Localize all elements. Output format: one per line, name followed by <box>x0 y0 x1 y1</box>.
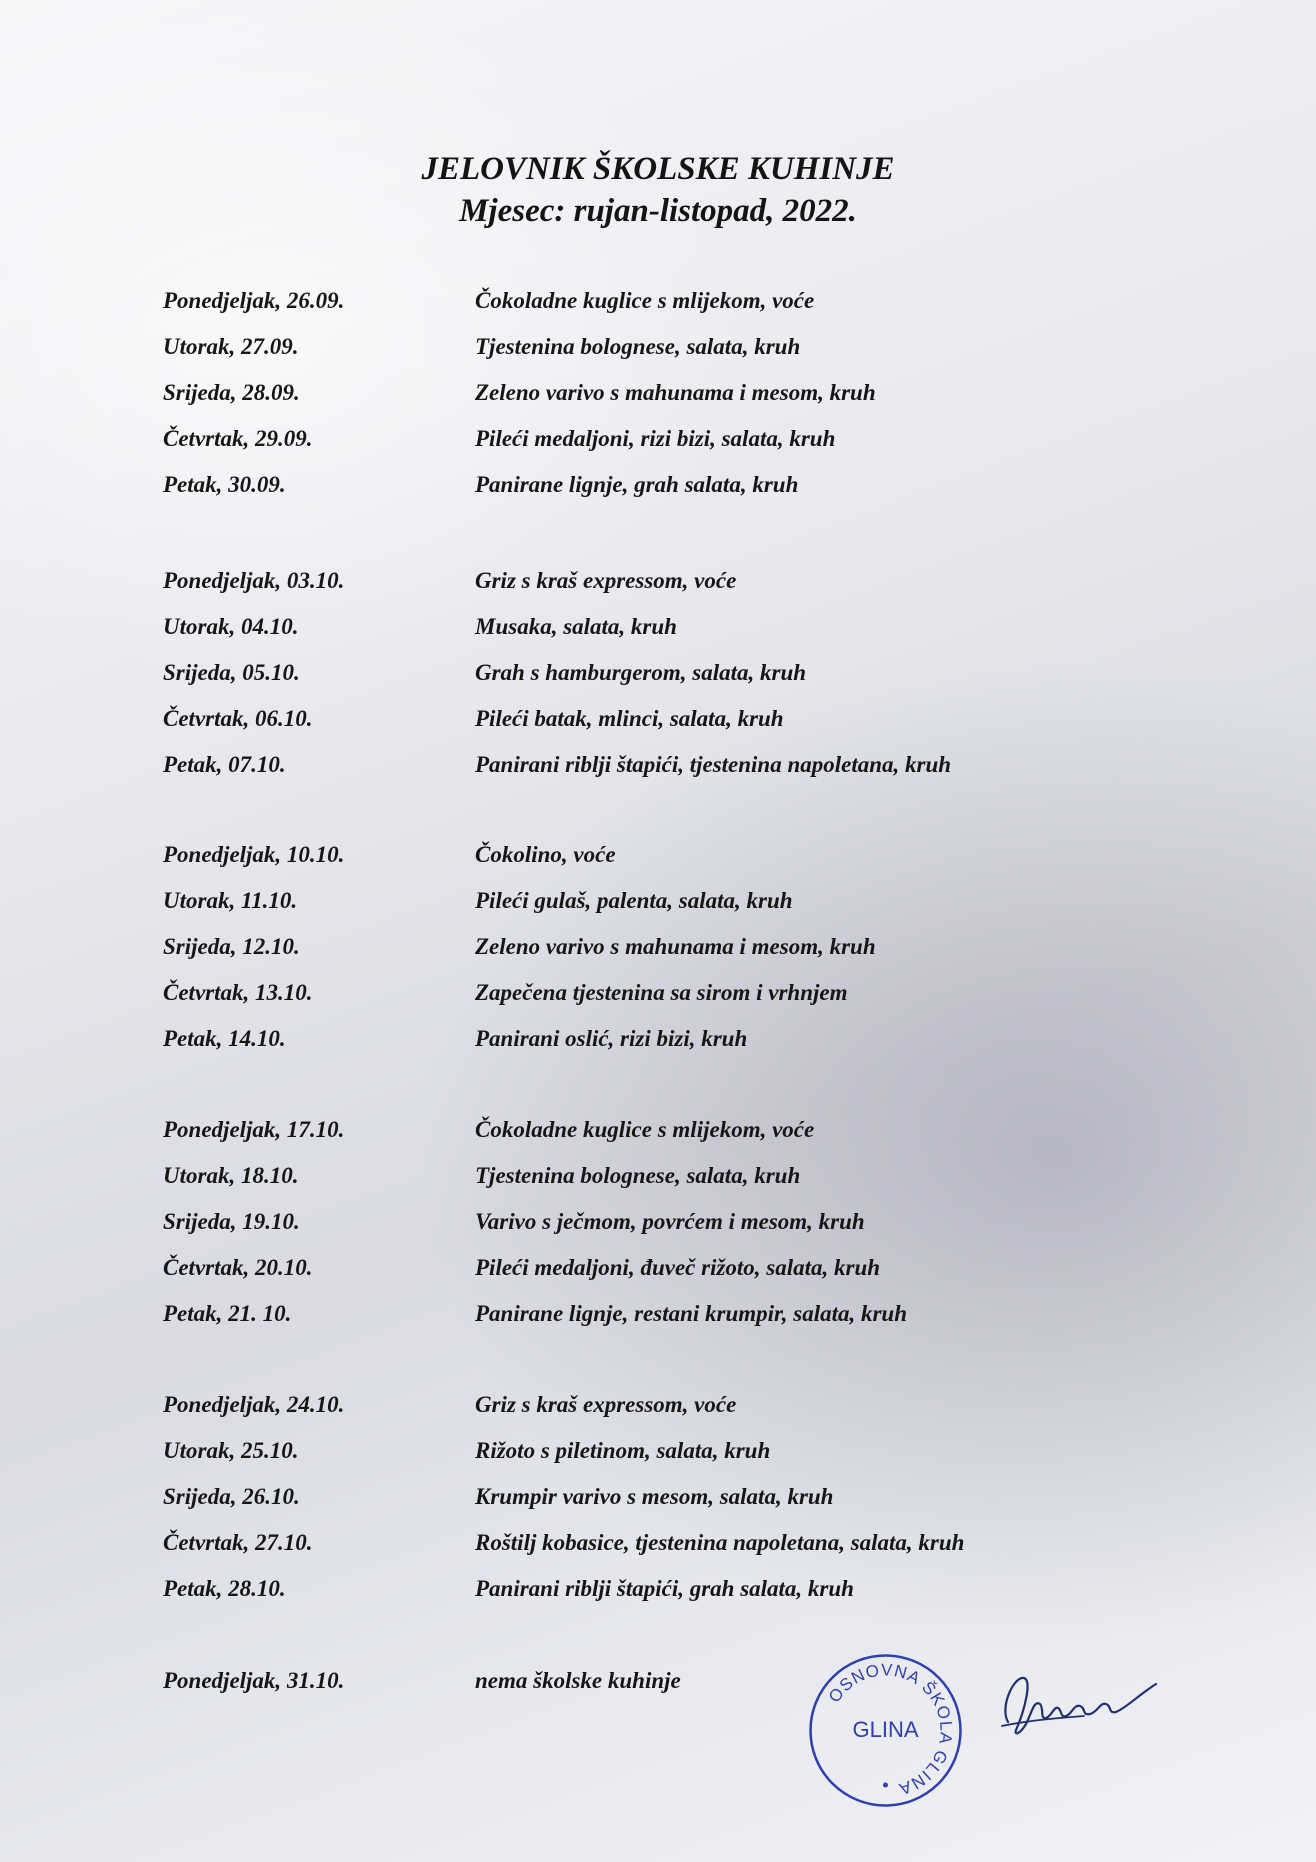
menu-day: Utorak, 25.10. <box>163 1438 299 1463</box>
menu-day: Petak, 28.10. <box>163 1576 286 1601</box>
menu-day: Srijeda, 12.10. <box>163 934 300 959</box>
menu-meal: Pileći gulaš, palenta, salata, kruh <box>475 888 793 913</box>
menu-day: Srijeda, 05.10. <box>163 660 300 685</box>
menu-day: Petak, 30.09. <box>163 472 286 497</box>
menu-meal: Panirane lignje, restani krumpir, salata, kruh <box>475 1301 908 1326</box>
menu-day: Srijeda, 26.10. <box>163 1484 300 1509</box>
menu-meal: Musaka, salata, kruh <box>475 614 677 639</box>
menu-meal: Pileći medaljoni, rizi bizi, salata, kruh <box>475 426 836 451</box>
school-stamp <box>808 1653 963 1808</box>
menu-meal: nema školske kuhinje <box>475 1668 681 1693</box>
menu-meal: Grah s hamburgerom, salata, kruh <box>475 660 807 685</box>
menu-meal: Roštilj kobasice, tjestenina napoletana, salata, kruh <box>475 1530 965 1555</box>
menu-day: Četvrtak, 29.09. <box>163 426 313 451</box>
menu-meal: Pileći medaljoni, đuveč rižoto, salata, kruh <box>475 1255 881 1280</box>
menu-day: Ponedjeljak, 24.10. <box>163 1392 345 1417</box>
menu-meal: Panirane lignje, grah salata, kruh <box>475 472 799 497</box>
menu-day: Petak, 21. 10. <box>163 1301 292 1326</box>
menu-day: Četvrtak, 06.10. <box>163 706 313 731</box>
menu-day: Četvrtak, 20.10. <box>163 1255 313 1280</box>
menu-meal: Čokoladne kuglice s mlijekom, voće <box>475 288 815 313</box>
menu-meal: Panirani riblji štapići, grah salata, kruh <box>475 1576 854 1601</box>
menu-day: Ponedjeljak, 26.09. <box>163 288 345 313</box>
document-subtitle: Mjesec: rujan-listopad, 2022. <box>459 193 857 229</box>
menu-day: Petak, 07.10. <box>163 752 286 777</box>
menu-meal: Griz s kraš expressom, voće <box>475 1392 737 1417</box>
menu-day: Ponedjeljak, 17.10. <box>163 1117 345 1142</box>
menu-day: Utorak, 27.09. <box>163 334 299 359</box>
menu-day: Ponedjeljak, 03.10. <box>163 568 345 593</box>
menu-day: Ponedjeljak, 10.10. <box>163 842 345 867</box>
menu-day: Petak, 14.10. <box>163 1026 286 1051</box>
menu-meal: Panirani oslić, rizi bizi, kruh <box>475 1026 748 1051</box>
stamp-center-text: GLINA <box>852 1717 919 1742</box>
menu-meal: Panirani riblji štapići, tjestenina napoletana, kruh <box>475 752 952 777</box>
menu-day: Ponedjeljak, 31.10. <box>163 1668 345 1693</box>
svg-text:OSNOVNA ŠKOLA GLINA: OSNOVNA ŠKOLA GLINA <box>824 1660 956 1799</box>
menu-meal: Tjestenina bolognese, salata, kruh <box>475 1163 801 1188</box>
menu-meal: Varivo s ječmom, povrćem i mesom, kruh <box>475 1209 865 1234</box>
menu-meal: Krumpir varivo s mesom, salata, kruh <box>475 1484 834 1509</box>
menu-meal: Zeleno varivo s mahunama i mesom, kruh <box>475 380 876 405</box>
document-title: JELOVNIK ŠKOLSKE KUHINJE <box>421 151 895 187</box>
menu-meal: Čokoladne kuglice s mlijekom, voće <box>475 1117 815 1142</box>
menu-meal: Pileći batak, mlinci, salata, kruh <box>475 706 784 731</box>
menu-day: Utorak, 04.10. <box>163 614 299 639</box>
menu-meal: Griz s kraš expressom, voće <box>475 568 737 593</box>
menu-day: Četvrtak, 13.10. <box>163 980 313 1005</box>
menu-day: Srijeda, 28.09. <box>163 380 300 405</box>
menu-meal: Tjestenina bolognese, salata, kruh <box>475 334 801 359</box>
menu-meal: Rižoto s piletinom, salata, kruh <box>475 1438 771 1463</box>
menu-meal: Zeleno varivo s mahunama i mesom, kruh <box>475 934 876 959</box>
menu-day: Četvrtak, 27.10. <box>163 1530 313 1555</box>
menu-day: Utorak, 11.10. <box>163 888 298 913</box>
menu-meal: Čokolino, voće <box>475 842 616 867</box>
signature <box>990 1660 1165 1750</box>
menu-meal: Zapečena tjestenina sa sirom i vrhnjem <box>475 980 848 1005</box>
menu-day: Utorak, 18.10. <box>163 1163 299 1188</box>
menu-day: Srijeda, 19.10. <box>163 1209 300 1234</box>
